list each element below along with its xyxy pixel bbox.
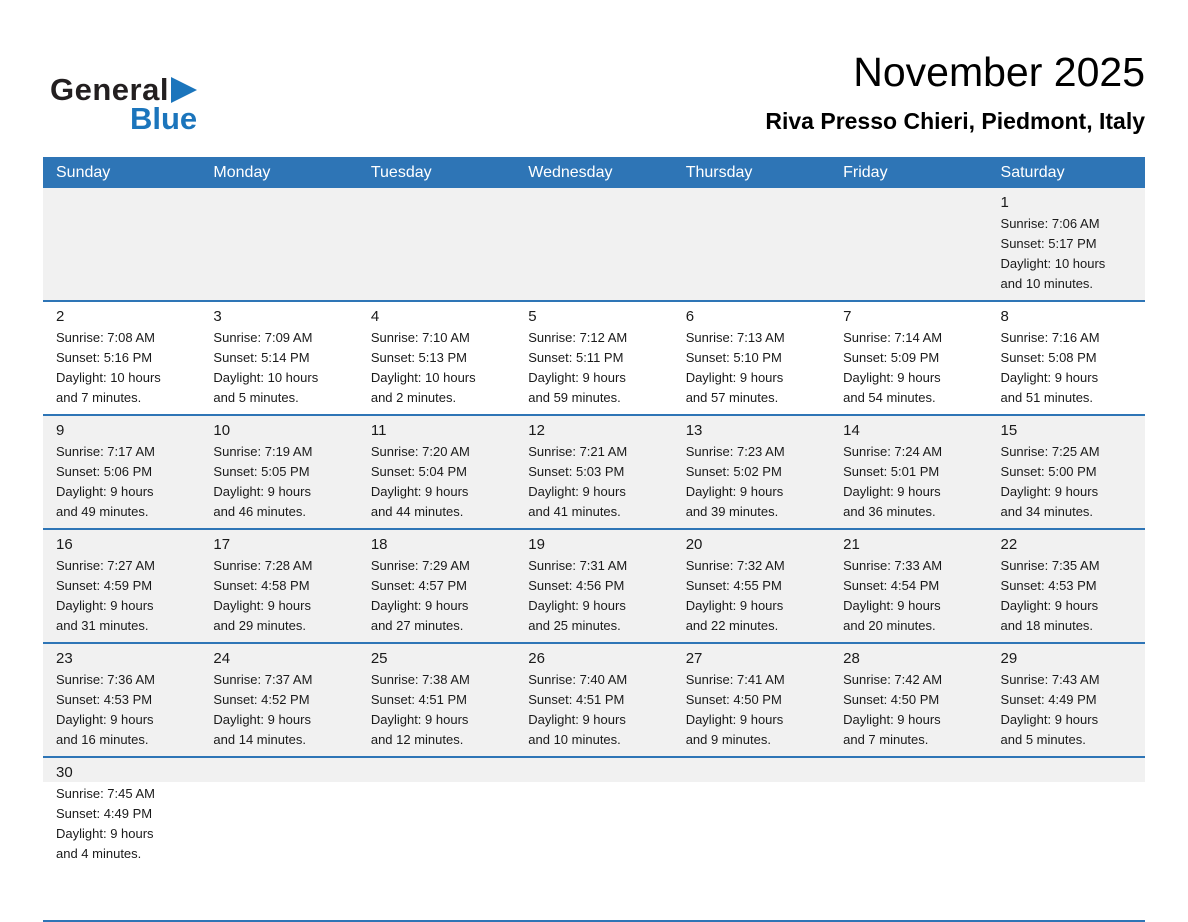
- title-block: [765, 50, 1145, 135]
- day-cell-empty: [830, 758, 987, 920]
- day-cell-empty: [673, 758, 830, 920]
- day-number: 27: [685, 650, 703, 667]
- sunset-text: Sunset: 4:59 PM: [56, 578, 153, 593]
- sunset-text: Sunset: 5:17 PM: [1000, 236, 1097, 251]
- sunset-text: Sunset: 5:04 PM: [370, 464, 467, 479]
- day-cell: [43, 416, 200, 528]
- daylight-hours-text: Daylight: 9 hours: [843, 484, 941, 499]
- calendar-weeks: [43, 188, 1145, 922]
- sunset-text: Sunset: 4:50 PM: [685, 692, 782, 707]
- daylight-hours-text: Daylight: 9 hours: [56, 598, 154, 613]
- day-cell: [200, 644, 357, 756]
- sunrise-text: Sunrise: 7:20 AM: [370, 444, 470, 459]
- sunset-text: Sunset: 5:14 PM: [213, 350, 310, 365]
- day-cell-empty: [988, 758, 1145, 920]
- day-cell: [515, 644, 672, 756]
- daylight-hours-text: Daylight: 9 hours: [213, 598, 311, 613]
- week-row: [43, 528, 1145, 642]
- calendar: [43, 157, 1145, 922]
- day-number: 13: [685, 422, 703, 439]
- day-number: 28: [843, 650, 860, 667]
- daylight-minutes-text: and 51 minutes.: [1000, 390, 1094, 405]
- day-number: 23: [56, 650, 73, 667]
- daylight-hours-text: Daylight: 10 hours: [56, 370, 161, 385]
- day-cell: [830, 416, 987, 528]
- daylight-hours-text: Daylight: 9 hours: [213, 712, 311, 727]
- daylight-hours-text: Daylight: 9 hours: [843, 598, 941, 613]
- day-cell: [43, 530, 200, 642]
- day-number: 20: [685, 536, 703, 553]
- weekday-header-row: [43, 157, 1145, 188]
- daylight-hours-text: Daylight: 9 hours: [1000, 598, 1099, 613]
- logo-right-triangle-icon: [171, 77, 197, 103]
- daylight-minutes-text: and 25 minutes.: [528, 618, 621, 633]
- daylight-minutes-text: and 41 minutes.: [528, 504, 621, 519]
- sunset-text: Sunset: 4:49 PM: [56, 806, 153, 821]
- daylight-hours-text: Daylight: 9 hours: [370, 712, 469, 727]
- sunrise-text: Sunrise: 7:08 AM: [56, 330, 155, 345]
- daylight-minutes-text: and 5 minutes.: [213, 390, 299, 405]
- daylight-hours-text: Daylight: 10 hours: [1000, 256, 1106, 271]
- sunset-text: Sunset: 5:08 PM: [1000, 350, 1097, 365]
- page-header: [43, 0, 1145, 157]
- sunset-text: Sunset: 4:52 PM: [213, 692, 310, 707]
- day-cell: [673, 530, 830, 642]
- day-cell: [200, 302, 357, 414]
- sunset-text: Sunset: 5:11 PM: [528, 350, 624, 365]
- sunset-text: Sunset: 5:10 PM: [685, 350, 782, 365]
- daylight-hours-text: Daylight: 9 hours: [528, 370, 626, 385]
- day-number: 9: [56, 422, 65, 439]
- day-number: 16: [56, 536, 73, 553]
- sunset-text: Sunset: 5:13 PM: [370, 350, 467, 365]
- daylight-minutes-text: and 2 minutes.: [370, 390, 457, 405]
- sunrise-text: Sunrise: 7:43 AM: [1000, 672, 1100, 687]
- daylight-minutes-text: and 14 minutes.: [213, 732, 306, 747]
- daylight-minutes-text: and 9 minutes.: [685, 732, 771, 747]
- day-cell: [830, 530, 987, 642]
- sunrise-text: Sunrise: 7:17 AM: [56, 444, 155, 459]
- day-cell: [200, 416, 357, 528]
- sunrise-text: Sunrise: 7:32 AM: [685, 558, 785, 573]
- day-number: 22: [1000, 536, 1018, 553]
- day-cell-empty: [200, 188, 357, 300]
- day-number: 24: [213, 650, 231, 667]
- sunrise-text: Sunrise: 7:24 AM: [843, 444, 943, 459]
- daylight-hours-text: Daylight: 9 hours: [370, 598, 469, 613]
- sunset-text: Sunset: 4:57 PM: [370, 578, 467, 593]
- day-cell-empty: [358, 188, 515, 300]
- sunrise-text: Sunrise: 7:28 AM: [213, 558, 313, 573]
- sunset-text: Sunset: 5:00 PM: [1000, 464, 1097, 479]
- sunrise-text: Sunrise: 7:31 AM: [528, 558, 628, 573]
- sunrise-text: Sunrise: 7:16 AM: [1000, 330, 1100, 345]
- day-number: 10: [213, 422, 231, 439]
- day-number: 2: [56, 308, 65, 325]
- day-cell: [43, 758, 200, 920]
- day-cell: [358, 302, 515, 414]
- daylight-hours-text: Daylight: 9 hours: [56, 712, 154, 727]
- daylight-minutes-text: and 29 minutes.: [213, 618, 306, 633]
- daylight-hours-text: Daylight: 9 hours: [1000, 370, 1099, 385]
- sunrise-text: Sunrise: 7:37 AM: [213, 672, 313, 687]
- sunset-text: Sunset: 4:51 PM: [370, 692, 467, 707]
- daylight-minutes-text: and 49 minutes.: [56, 504, 149, 519]
- day-cell: [200, 530, 357, 642]
- weekday-header-saturday: Saturday: [1000, 164, 1065, 181]
- week-row: [43, 642, 1145, 756]
- day-number: 4: [370, 308, 380, 325]
- sunset-text: Sunset: 5:09 PM: [843, 350, 940, 365]
- daylight-minutes-text: and 7 minutes.: [843, 732, 929, 747]
- sunrise-text: Sunrise: 7:25 AM: [1000, 444, 1100, 459]
- sunset-text: Sunset: 5:01 PM: [843, 464, 940, 479]
- daylight-minutes-text: and 10 minutes.: [528, 732, 621, 747]
- daylight-minutes-text: and 36 minutes.: [843, 504, 936, 519]
- sunset-text: Sunset: 5:02 PM: [685, 464, 782, 479]
- sunrise-text: Sunrise: 7:36 AM: [56, 672, 155, 687]
- sunset-text: Sunset: 5:06 PM: [56, 464, 153, 479]
- day-number: 1: [1000, 194, 1009, 211]
- daylight-minutes-text: and 54 minutes.: [843, 390, 936, 405]
- day-number: 18: [370, 536, 388, 553]
- weekday-header-monday: Monday: [213, 164, 271, 181]
- sunrise-text: Sunrise: 7:09 AM: [213, 330, 313, 345]
- day-number: 7: [843, 308, 852, 325]
- day-number: 25: [370, 650, 388, 667]
- daylight-hours-text: Daylight: 9 hours: [1000, 484, 1099, 499]
- day-cell: [988, 530, 1145, 642]
- daylight-minutes-text: and 5 minutes.: [1000, 732, 1086, 747]
- day-cell: [673, 644, 830, 756]
- daylight-minutes-text: and 10 minutes.: [1000, 276, 1094, 291]
- day-cell: [358, 530, 515, 642]
- day-number: 30: [56, 764, 73, 781]
- sunrise-text: Sunrise: 7:13 AM: [685, 330, 785, 345]
- day-number: 19: [528, 536, 545, 553]
- sunset-text: Sunset: 4:53 PM: [1000, 578, 1097, 593]
- day-cell-empty: [515, 758, 672, 920]
- day-cell: [515, 530, 672, 642]
- weekday-header-tuesday: Tuesday: [370, 164, 432, 181]
- day-number: 3: [213, 308, 222, 325]
- sunset-text: Sunset: 4:53 PM: [56, 692, 153, 707]
- sunrise-text: Sunrise: 7:10 AM: [370, 330, 470, 345]
- daylight-hours-text: Daylight: 9 hours: [685, 712, 784, 727]
- week-row: [43, 756, 1145, 920]
- day-number: 8: [1000, 308, 1009, 325]
- daylight-minutes-text: and 18 minutes.: [1000, 618, 1094, 633]
- daylight-hours-text: Daylight: 9 hours: [1000, 712, 1099, 727]
- weekday-header-wednesday: Wednesday: [528, 164, 613, 181]
- daylight-minutes-text: and 4 minutes.: [56, 846, 142, 861]
- sunrise-text: Sunrise: 7:06 AM: [1000, 216, 1100, 231]
- day-cell: [988, 416, 1145, 528]
- sunrise-text: Sunrise: 7:23 AM: [685, 444, 785, 459]
- daylight-hours-text: Daylight: 9 hours: [528, 484, 626, 499]
- sunrise-text: Sunrise: 7:33 AM: [843, 558, 943, 573]
- week-row: [43, 300, 1145, 414]
- logo-text-blue: Blue: [130, 101, 198, 136]
- weekday-header-thursday: Thursday: [685, 164, 753, 181]
- daylight-minutes-text: and 46 minutes.: [213, 504, 306, 519]
- daylight-hours-text: Daylight: 9 hours: [56, 484, 154, 499]
- day-cell: [988, 188, 1145, 300]
- day-cell: [830, 302, 987, 414]
- day-number: 11: [370, 422, 387, 439]
- sunrise-text: Sunrise: 7:19 AM: [213, 444, 313, 459]
- day-cell-empty: [200, 758, 357, 920]
- daylight-hours-text: Daylight: 9 hours: [685, 484, 784, 499]
- daylight-hours-text: Daylight: 9 hours: [528, 598, 626, 613]
- sunset-text: Sunset: 4:55 PM: [685, 578, 782, 593]
- daylight-hours-text: Daylight: 9 hours: [370, 484, 469, 499]
- week-row: [43, 188, 1145, 300]
- daylight-minutes-text: and 31 minutes.: [56, 618, 149, 633]
- day-cell-empty: [673, 188, 830, 300]
- daylight-hours-text: Daylight: 9 hours: [685, 370, 784, 385]
- sunset-text: Sunset: 4:49 PM: [1000, 692, 1097, 707]
- daylight-minutes-text: and 7 minutes.: [56, 390, 142, 405]
- sunrise-text: Sunrise: 7:12 AM: [528, 330, 628, 345]
- sunset-text: Sunset: 4:51 PM: [528, 692, 625, 707]
- daylight-minutes-text: and 59 minutes.: [528, 390, 621, 405]
- daylight-hours-text: Daylight: 9 hours: [56, 826, 154, 841]
- sunrise-text: Sunrise: 7:29 AM: [370, 558, 470, 573]
- sunrise-text: Sunrise: 7:45 AM: [56, 786, 155, 801]
- day-cell: [43, 644, 200, 756]
- general-blue-logo: [43, 50, 197, 137]
- day-cell: [988, 644, 1145, 756]
- day-cell: [358, 644, 515, 756]
- sunrise-text: Sunrise: 7:35 AM: [1000, 558, 1100, 573]
- weekday-header-sunday: Sunday: [56, 164, 111, 181]
- day-number: 14: [843, 422, 860, 439]
- sunrise-text: Sunrise: 7:41 AM: [685, 672, 785, 687]
- sunset-text: Sunset: 5:03 PM: [528, 464, 625, 479]
- sunset-text: Sunset: 5:05 PM: [213, 464, 310, 479]
- day-cell: [673, 302, 830, 414]
- daylight-hours-text: Daylight: 9 hours: [213, 484, 311, 499]
- sunset-text: Sunset: 4:54 PM: [843, 578, 940, 593]
- day-cell: [43, 302, 200, 414]
- sunrise-text: Sunrise: 7:40 AM: [528, 672, 628, 687]
- daylight-hours-text: Daylight: 9 hours: [528, 712, 626, 727]
- daylight-hours-text: Daylight: 9 hours: [843, 712, 941, 727]
- day-cell-empty: [515, 188, 672, 300]
- month-title: November 2025: [853, 49, 1145, 95]
- day-number: 21: [843, 536, 860, 553]
- day-cell: [358, 416, 515, 528]
- sunset-text: Sunset: 4:56 PM: [528, 578, 625, 593]
- day-cell: [515, 302, 672, 414]
- daylight-hours-text: Daylight: 9 hours: [843, 370, 941, 385]
- location-subtitle: Riva Presso Chieri, Piedmont, Italy: [765, 108, 1145, 135]
- daylight-hours-text: Daylight: 10 hours: [370, 370, 476, 385]
- day-number: 26: [528, 650, 545, 667]
- day-number: 15: [1000, 422, 1018, 439]
- day-number: 6: [685, 308, 695, 325]
- day-cell: [830, 644, 987, 756]
- day-cell-empty: [358, 758, 515, 920]
- daylight-hours-text: Daylight: 9 hours: [685, 598, 784, 613]
- sunrise-text: Sunrise: 7:27 AM: [56, 558, 155, 573]
- daylight-hours-text: Daylight: 10 hours: [213, 370, 319, 385]
- daylight-minutes-text: and 12 minutes.: [370, 732, 464, 747]
- day-cell-empty: [43, 188, 200, 300]
- daylight-minutes-text: and 22 minutes.: [685, 618, 779, 633]
- sunrise-text: Sunrise: 7:21 AM: [528, 444, 628, 459]
- sunrise-text: Sunrise: 7:42 AM: [843, 672, 943, 687]
- weekday-header-friday: Friday: [843, 164, 888, 181]
- day-cell: [515, 416, 672, 528]
- day-number: 12: [528, 422, 545, 439]
- sunset-text: Sunset: 4:58 PM: [213, 578, 310, 593]
- day-number: 17: [213, 536, 231, 553]
- sunset-text: Sunset: 5:16 PM: [56, 350, 153, 365]
- daylight-minutes-text: and 34 minutes.: [1000, 504, 1094, 519]
- day-cell: [673, 416, 830, 528]
- daylight-minutes-text: and 20 minutes.: [843, 618, 936, 633]
- daylight-minutes-text: and 16 minutes.: [56, 732, 149, 747]
- daylight-minutes-text: and 39 minutes.: [685, 504, 779, 519]
- day-number: 5: [528, 308, 537, 325]
- day-cell-empty: [830, 188, 987, 300]
- daylight-minutes-text: and 57 minutes.: [685, 390, 779, 405]
- week-row: [43, 414, 1145, 528]
- daylight-minutes-text: and 27 minutes.: [370, 618, 464, 633]
- daylight-minutes-text: and 44 minutes.: [370, 504, 464, 519]
- logo-text-general: General: [50, 72, 169, 107]
- day-cell: [988, 302, 1145, 414]
- sunrise-text: Sunrise: 7:14 AM: [843, 330, 943, 345]
- sunset-text: Sunset: 4:50 PM: [843, 692, 940, 707]
- day-number: 29: [1000, 650, 1018, 667]
- sunrise-text: Sunrise: 7:38 AM: [370, 672, 470, 687]
